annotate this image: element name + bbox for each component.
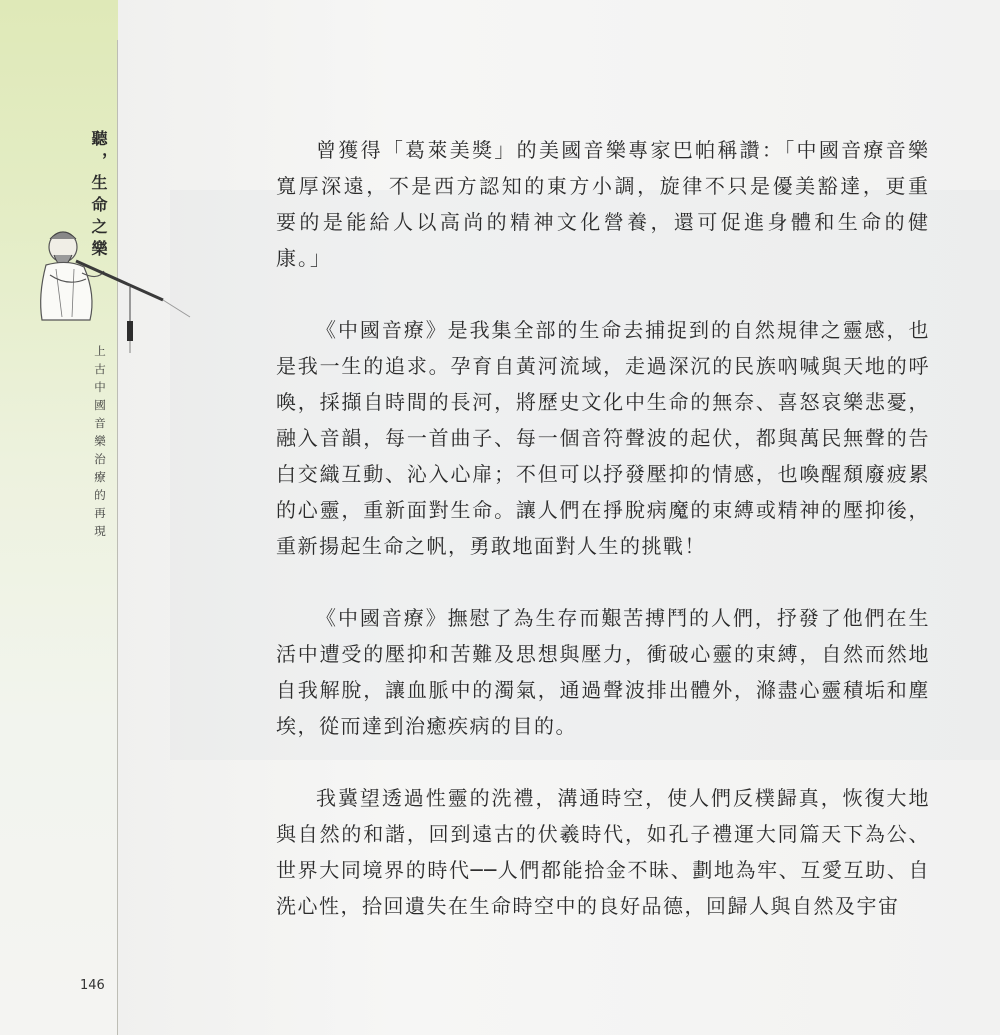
- paragraph: 曾獲得「葛萊美獎」的美國音樂專家巴帕稱讚：「中國音療音樂寬厚深遠，不是西方認知的東方小調，旋律不只是優美豁達，更重要的是能給人以高尚的精神文化營養，還可促進身體和生命的健康。」: [276, 138, 930, 270]
- paragraph: 《中國音療》是我集全部的生命去捕捉到的自然規律之靈感，也是我一生的追求。孕育自黃河流域，走過深沉的民族吶喊與天地的呼喚，採擷自時間的長河，將歷史文化中生命的無奈、喜怒哀樂悲憂，融入音韻，每一首曲子、每一個音符聲波的起伏，都與萬民無聲的告白交織互動、沁入心扉；不但可以抒發壓抑的情感，也喚醒頹廢疲累的心靈，重新面對生命。讓人們在掙脫病魔的束縛或精神的壓抑後，重新揚起生命之帆，勇敢地面對人生的挑戰！: [276, 318, 930, 558]
- running-title: 聽，生命之樂: [89, 130, 108, 262]
- flute-player-illustration: [28, 225, 198, 365]
- body-text: [276, 132, 930, 924]
- margin-divider: [117, 40, 118, 1035]
- paragraph: 《中國音療》撫慰了為生存而艱苦搏鬥的人們，抒發了他們在生活中遭受的壓抑和苦難及思想與壓力，衝破心靈的束縛，自然而然地自我解脫，讓血脈中的濁氣，通過聲波排出體外，滌盡心靈積垢和塵埃，從而達到治癒疾病的目的。: [276, 606, 930, 738]
- paragraph: 我冀望透過性靈的洗禮，溝通時空，使人們反樸歸真，恢復大地與自然的和諧，回到遠古的伏羲時代，如孔子禮運大同篇天下為公、世界大同境界的時代──人們都能拾金不昧、劃地為牢、互愛互助、自洗心性，拾回遺失在生命時空中的良好品德，回歸人與自然及宇宙: [276, 786, 930, 918]
- running-subtitle: 上古中國音樂治療的再現: [93, 345, 107, 543]
- page-number: 146: [80, 978, 105, 993]
